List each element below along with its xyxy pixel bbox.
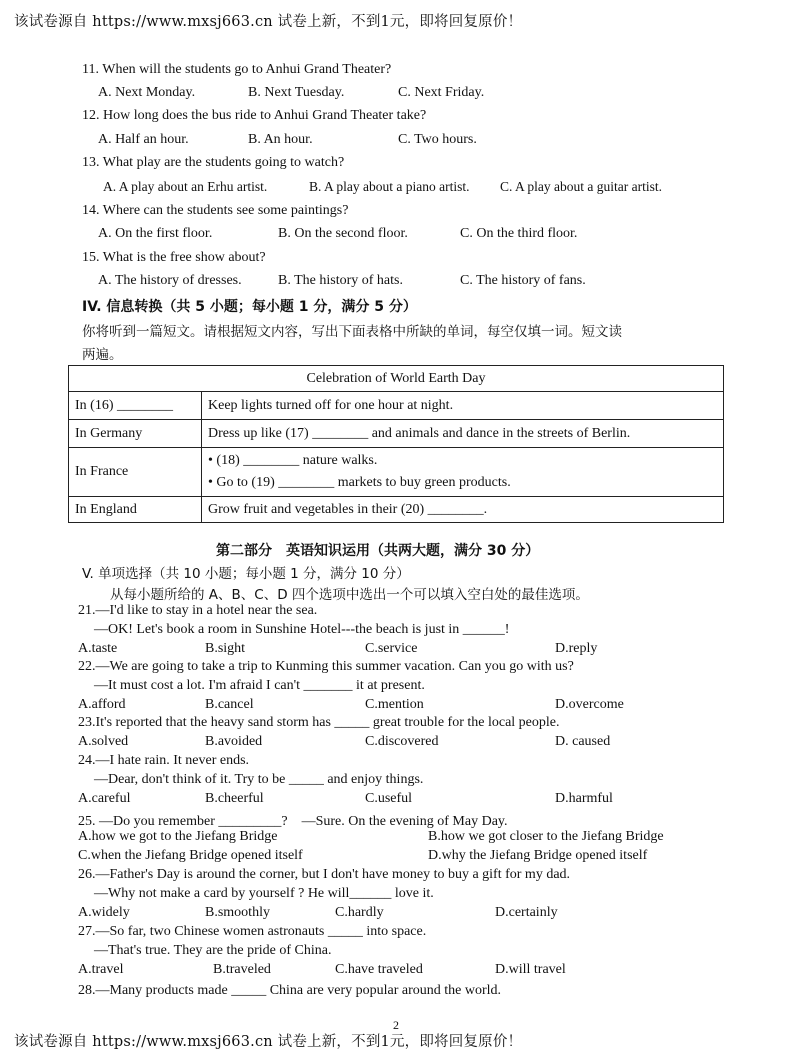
question-21: 21.—I'd like to stay in a hotel near the sea. [78, 603, 318, 618]
question-13: 13. What play are the students going to watch? [82, 155, 345, 170]
q13-option-c: C. A play about a guitar artist. [500, 179, 662, 194]
q27-option-a: A.travel [78, 962, 124, 977]
q11-option-b: B. Next Tuesday. [248, 85, 345, 100]
q13-option-b: B. A play about a piano artist. [309, 179, 470, 194]
q21-option-a: A.taste [78, 641, 118, 656]
question-27: 27.—So far, two Chinese women astronauts _____ into space. [78, 924, 427, 939]
q23-option-d: D. caused [555, 734, 611, 749]
q12-option-c: C. Two hours. [398, 132, 477, 147]
q11-option-c: C. Next Friday. [398, 85, 485, 100]
table-row-germany-label: In Germany [69, 420, 202, 448]
section-5-instruction: 从每小题所给的 A、B、C、D 四个选项中选出一个可以填入空白处的最佳选项。 [110, 587, 589, 603]
q25-option-c: C.when the Jiefang Bridge opened itself [78, 848, 303, 863]
question-14: 14. Where can the students see some paintings? [82, 203, 349, 218]
q24-option-b: B.cheerful [205, 791, 264, 806]
question-23: 23.It's reported that the heavy sand storm has _____ great trouble for the local people. [78, 715, 560, 730]
q26-option-d: D.certainly [495, 905, 558, 920]
question-26-reply: —Why not make a card by yourself ? He will______ love it. [94, 886, 434, 901]
table-row-france-content [202, 448, 724, 497]
table-row-16-label: In (16) ________ [69, 392, 202, 420]
q12-option-b: B. An hour. [248, 132, 313, 147]
q23-option-c: C.discovered [365, 734, 439, 749]
q24-option-c: C.useful [365, 791, 413, 806]
table-row-england-content: Grow fruit and vegetables in their (20) ________. [202, 497, 724, 523]
question-28: 28.—Many products made _____ China are very popular around the world. [78, 983, 502, 998]
q14-option-b: B. On the second floor. [278, 226, 408, 241]
part-2-title: 第二部分 英语知识运用（共两大题，满分 30 分） [216, 543, 540, 559]
question-24: 24.—I hate rain. It never ends. [78, 753, 250, 768]
table-row-16-content: Keep lights turned off for one hour at night. [202, 392, 724, 420]
question-25: 25. —Do you remember _________? —Sure. On the evening of May Day. [78, 814, 508, 829]
q14-option-a: A. On the first floor. [98, 226, 213, 241]
q15-option-c: C. The history of fans. [460, 273, 586, 288]
question-11: 11. When will the students go to Anhui Grand Theater? [82, 62, 392, 77]
q13-option-a: A. A play about an Erhu artist. [103, 179, 268, 194]
q22-option-d: D.overcome [555, 697, 624, 712]
question-24-reply: —Dear, don't think of it. Try to be _____ and enjoy things. [94, 772, 424, 787]
source-footer: 该试卷源自 https://www.mxsj663.cn 试卷上新，不到1元，即将回复原价！ [14, 1034, 523, 1050]
table-title: Celebration of World Earth Day [69, 366, 724, 392]
table-row-england-label: In England [69, 497, 202, 523]
q22-option-c: C.mention [365, 697, 424, 712]
q25-option-b: B.how we got closer to the Jiefang Bridge [428, 829, 664, 844]
q24-option-d: D.harmful [555, 791, 613, 806]
question-21-reply: —OK! Let's book a room in Sunshine Hotel---the beach is just in ______! [94, 622, 510, 637]
q27-option-c: C.have traveled [335, 962, 423, 977]
q14-option-c: C. On the third floor. [460, 226, 578, 241]
question-26: 26.—Father's Day is around the corner, but I don't have money to buy a gift for my dad. [78, 867, 571, 882]
q22-option-b: B.cancel [205, 697, 254, 712]
table-row-19: • Go to (19) ________ markets to buy green products. [208, 475, 511, 490]
question-22: 22.—We are going to take a trip to Kunming this summer vacation. Can you go with us? [78, 659, 574, 674]
question-15: 15. What is the free show about? [82, 250, 266, 265]
section-4-instruction-cont: 两遍。 [82, 347, 123, 363]
q27-option-b: B.traveled [213, 962, 271, 977]
q15-option-b: B. The history of hats. [278, 273, 403, 288]
section-5-title: V. 单项选择（共 10 小题；每小题 1 分，满分 10 分） [82, 566, 410, 582]
page-number: 2 [393, 1018, 399, 1032]
q26-option-b: B.smoothly [205, 905, 270, 920]
q23-option-a: A.solved [78, 734, 129, 749]
q21-option-b: B.sight [205, 641, 246, 656]
question-12: 12. How long does the bus ride to Anhui Grand Theater take? [82, 108, 427, 123]
question-27-reply: —That's true. They are the pride of China. [94, 943, 332, 958]
earth-day-table [68, 365, 724, 523]
q25-option-a: A.how we got to the Jiefang Bridge [78, 829, 278, 844]
table-row-germany-content: Dress up like (17) ________ and animals and dance in the streets of Berlin. [202, 420, 724, 448]
q11-option-a: A. Next Monday. [98, 85, 196, 100]
table-row-france-label: In France [69, 448, 202, 497]
q23-option-b: B.avoided [205, 734, 263, 749]
section-4-instruction: 你将听到一篇短文。请根据短文内容，写出下面表格中所缺的单词，每空仅填一词。短文读 [82, 324, 622, 340]
question-22-reply: —It must cost a lot. I'm afraid I can't _______ it at present. [94, 678, 425, 693]
table-row-18: • (18) ________ nature walks. [208, 453, 378, 468]
q24-option-a: A.careful [78, 791, 131, 806]
q21-option-c: C.service [365, 641, 418, 656]
section-4-title: IV. 信息转换（共 5 小题；每小题 1 分，满分 5 分） [82, 299, 417, 315]
q22-option-a: A.afford [78, 697, 126, 712]
q12-option-a: A. Half an hour. [98, 132, 189, 147]
q26-option-a: A.widely [78, 905, 130, 920]
q21-option-d: D.reply [555, 641, 598, 656]
q15-option-a: A. The history of dresses. [98, 273, 242, 288]
q25-option-d: D.why the Jiefang Bridge opened itself [428, 848, 648, 863]
q26-option-c: C.hardly [335, 905, 384, 920]
q27-option-d: D.will travel [495, 962, 566, 977]
source-header: 该试卷源自 https://www.mxsj663.cn 试卷上新，不到1元，即将回复原价！ [14, 14, 523, 30]
